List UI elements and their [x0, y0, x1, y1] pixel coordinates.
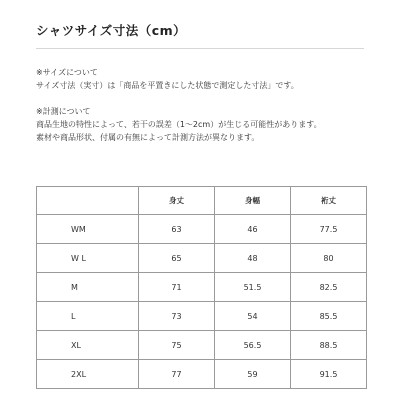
- length-cell: 65: [139, 244, 215, 273]
- length-cell: 73: [139, 302, 215, 331]
- notes-spacer: [36, 92, 376, 105]
- header-cell-sleeve: 裄丈: [291, 187, 367, 215]
- page-title: シャツサイズ寸法（cm）: [36, 23, 187, 38]
- size-note-heading: ※サイズについて: [36, 68, 98, 77]
- width-cell: 59: [215, 360, 291, 389]
- table-row: [37, 244, 367, 273]
- size-label-cell: W L: [37, 244, 139, 273]
- size-label-cell: M: [37, 273, 139, 302]
- table-row: [37, 273, 367, 302]
- sleeve-cell: 80: [291, 244, 367, 273]
- header-cell-width: 身幅: [215, 187, 291, 215]
- measure-note-heading: ※計測について: [36, 107, 91, 116]
- size-label-cell: 2XL: [37, 360, 139, 389]
- notes-section: [36, 66, 376, 144]
- sleeve-cell: 82.5: [291, 273, 367, 302]
- length-cell: 75: [139, 331, 215, 360]
- measure-note-text-2: 素材や商品形状、付属の有無によって計測方法が異なります。: [36, 133, 260, 142]
- header-cell-size: [37, 187, 139, 215]
- table-row: [37, 360, 367, 389]
- length-cell: 77: [139, 360, 215, 389]
- size-label-cell: L: [37, 302, 139, 331]
- size-label-cell: WM: [37, 215, 139, 244]
- size-table: [36, 186, 367, 389]
- sleeve-cell: 77.5: [291, 215, 367, 244]
- header-cell-length: 身丈: [139, 187, 215, 215]
- measure-note-text-1: 商品生地の特性によって、若干の誤差（1〜2cm）が生じる可能性があります。: [36, 120, 322, 129]
- table-row: [37, 331, 367, 360]
- table-row: [37, 215, 367, 244]
- title-divider: [36, 48, 364, 49]
- length-cell: 71: [139, 273, 215, 302]
- width-cell: 46: [215, 215, 291, 244]
- size-label-cell: XL: [37, 331, 139, 360]
- sleeve-cell: 91.5: [291, 360, 367, 389]
- length-cell: 63: [139, 215, 215, 244]
- width-cell: 51.5: [215, 273, 291, 302]
- table-row: [37, 302, 367, 331]
- width-cell: 48: [215, 244, 291, 273]
- sleeve-cell: 88.5: [291, 331, 367, 360]
- sleeve-cell: 85.5: [291, 302, 367, 331]
- table-header-row: [37, 187, 367, 215]
- width-cell: 54: [215, 302, 291, 331]
- size-note-text: サイズ寸法（実寸）は「商品を平置きにした状態で測定した寸法」です。: [36, 81, 299, 90]
- width-cell: 56.5: [215, 331, 291, 360]
